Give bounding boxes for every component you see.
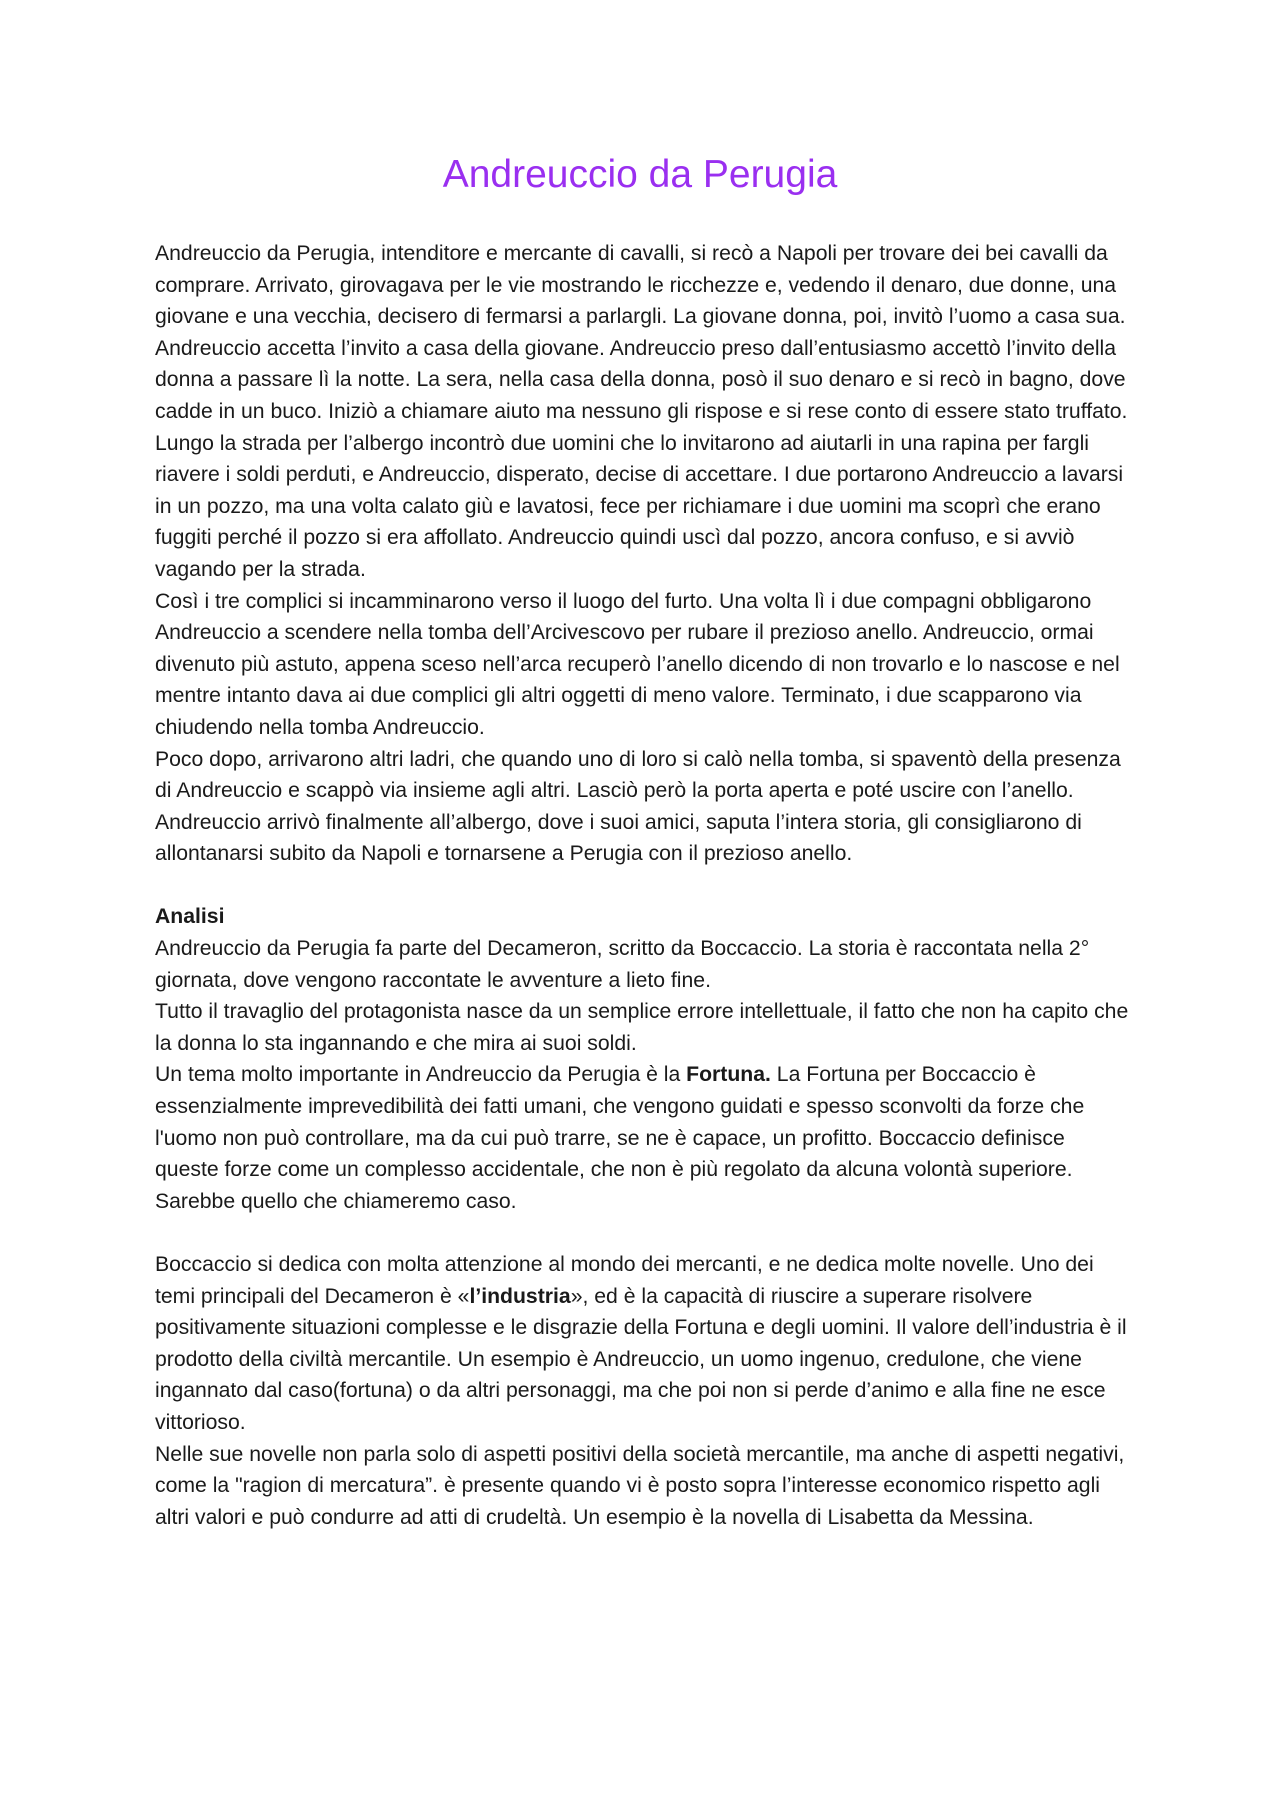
analysis-paragraph-3-start: Un tema molto importante in Andreuccio da Perugia è la [155,1063,687,1087]
industria-term: l’industria [469,1284,571,1308]
document-title: Andreuccio da Perugia [442,153,838,196]
document-body [155,238,1133,1533]
analysis-paragraph-4-end: », ed è la capacità di riuscire a superare risolvere positivamente situazioni complesse e le disgrazie della Fortuna e degli uomini. Il valore dell’industria è il prodotto della civiltà mercantile. Un esempio è Andreuccio, un uomo ingenuo, credulone, che viene ingannato dal caso(fortuna) o da altri personaggi, ma che poi non si perde d’animo e alla fine ne esce vittorioso. [155,1284,1127,1434]
story-paragraph-1: Andreuccio da Perugia, intenditore e mercante di cavalli, si recò a Napoli per trovare dei bei cavalli da comprare. Arrivato, girovagava per le vie mostrando le ricchezze e, vedendo il denaro, due donne, una giovane e una vecchia, decisero di fermarsi a parlargli. La giovane donna, poi, invitò l’uomo a casa sua. Andreuccio accetta l’invito a casa della giovane. Andreuccio preso dall’entusiasmo accettò l’invito della donna a passare lì la notte. La sera, nella casa della donna, posò il suo denaro e si recò in bagno, dove cadde in un buco. Iniziò a chiamare aiuto ma nessuno gli rispose e si rese conto di essere stato truffato. Lungo la strada per l’albergo incontrò due uomini che lo invitarono ad aiutarli in una rapina per fargli riavere i soldi perduti, e Andreuccio, disperato, decise di accettare. I due portarono Andreuccio a lavarsi in un pozzo, ma una volta calato giù e lavatosi, fece per richiamare i due uomini ma scoprì che erano fuggiti perché il pozzo si era affollato. Andreuccio quindi uscì dal pozzo, ancora confuso, e si avviò vagando per la strada. [155,242,1128,581]
story-paragraph-2: Così i tre complici si incamminarono verso il luogo del furto. Una volta lì i due compagni obbligarono Andreuccio a scendere nella tomba dell’Arcivescovo per rubare il prezioso anello. Andreuccio, ormai divenuto più astuto, appena sceso nell’arca recuperò l’anello dicendo di non trovarlo e lo nascose e nel mentre intanto dava ai due complici gli altri oggetti di meno valore. Terminato, i due scapparono via chiudendo nella tomba Andreuccio. [155,589,1120,739]
analysis-paragraph-3-end: La Fortuna per Boccaccio è essenzialmente imprevedibilità dei fatti umani, che vengono guidati e spesso sconvolti da forze che l'uomo non può controllare, ma da cui può trarre, se ne è capace, un profitto. Boccaccio definisce queste forze come un complesso accidentale, che non è più regolato da alcuna volontà superiore. Sarebbe quello che chiameremo caso. [155,1063,1085,1213]
analysis-heading: Analisi [155,905,225,929]
paragraph-spacer [155,1217,1133,1249]
analysis-paragraph-5: Nelle sue novelle non parla solo di aspetti positivi della società mercantile, ma anche di aspetti negativi, come la "ragion di mercatura”. è presente quando vi è posto sopra l’interesse economico rispetto agli altri valori e può condurre ad atti di crudeltà. Un esempio è la novella di Lisabetta da Messina. [155,1442,1125,1529]
story-paragraph-4: Andreuccio arrivò finalmente all’albergo, dove i suoi amici, saputa l’intera storia, gli consigliarono di allontanarsi subito da Napoli e tornarsene a Perugia con il prezioso anello. [155,810,1082,866]
analysis-paragraph-4 [155,1249,1133,1439]
analysis-paragraph-2: Tutto il travaglio del protagonista nasce da un semplice errore intellettuale, il fatto che non ha capito che la donna lo sta ingannando e che mira ai suoi soldi. [155,1000,1129,1055]
fortuna-term: Fortuna. [686,1063,771,1087]
analysis-paragraph-1: Andreuccio da Perugia fa parte del Decameron, scritto da Boccaccio. La storia è raccontata nella 2° giornata, dove vengono raccontate le avventure a lieto fine. [155,937,1090,992]
analysis-paragraph-3 [155,1059,1133,1217]
analysis-paragraph-4-start: Boccaccio si dedica con molta attenzione al mondo dei mercanti, e ne dedica molte novelle. Uno dei temi principali del Decameron è « [155,1253,1094,1308]
section-spacer [155,870,1133,902]
story-paragraph-3: Poco dopo, arrivarono altri ladri, che quando uno di loro si calò nella tomba, si spaventò della presenza di Andreuccio e scappò via insieme agli altri. Lasciò però la porta aperta e poté uscire con l’anello. [155,747,1121,803]
